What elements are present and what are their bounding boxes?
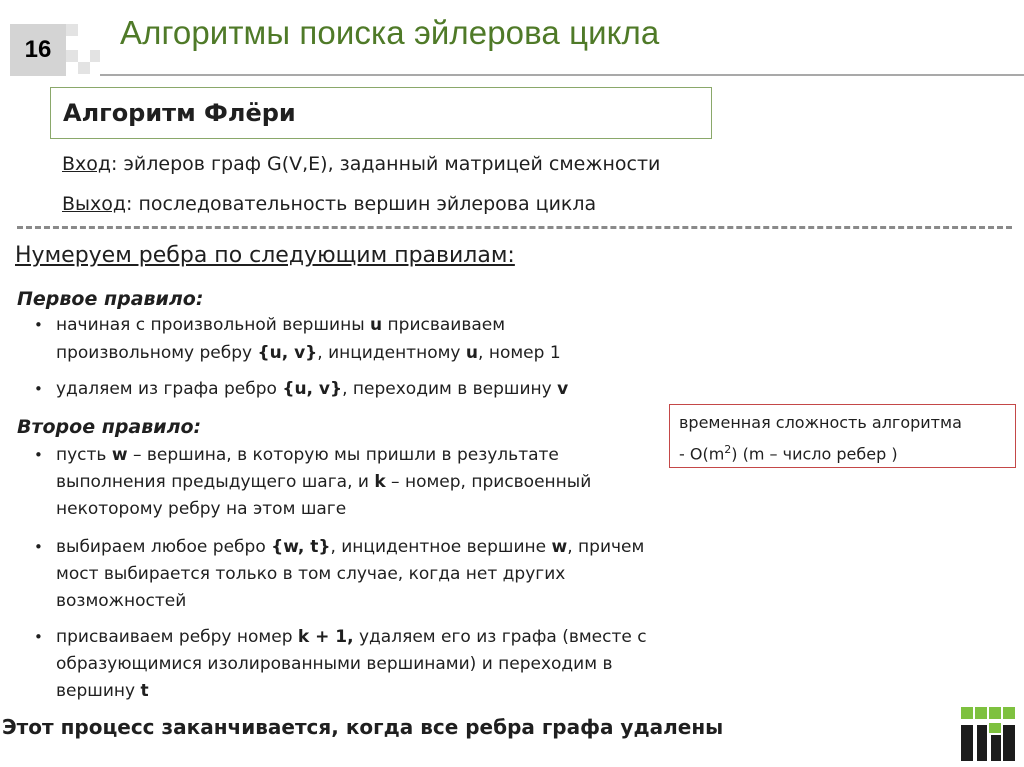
- logo-icon: [959, 705, 1017, 763]
- bullet-icon: •: [34, 380, 43, 398]
- list-item-text: пусть w – вершина, в которую мы пришли в результате: [56, 445, 559, 465]
- list-item-text: удаляем из графа ребро {u, v}, переходим в вершину v: [56, 379, 569, 399]
- slide-number: 16: [10, 24, 66, 76]
- algorithm-name: Алгоритм Флёри: [63, 99, 296, 127]
- list-item-text: выбираем любое ребро {w, t}, инцидентное вершине w, причем: [56, 537, 645, 557]
- bullet-icon: •: [34, 316, 43, 334]
- complexity-line-1: временная сложность алгоритма: [679, 413, 962, 432]
- list-item-text: начиная с произвольной вершины u присваиваем: [56, 315, 506, 335]
- complexity-line-2: - $O(m^2)$ (m – число ребер ): [679, 443, 898, 464]
- first-rule-title: Первое правило:: [17, 288, 204, 310]
- list-item-text: возможностей: [56, 591, 187, 611]
- list-item-text: присваиваем ребру номер k + 1, удаляем его из графа (вместе с: [56, 627, 647, 647]
- list-item-text: выполнения предыдущего шага, и k – номер, присвоенный: [56, 472, 592, 492]
- decor-square: [90, 50, 100, 62]
- decor-square: [78, 62, 90, 74]
- list-item-text: произвольному ребру {u, v}, инцидентному u, номер 1: [56, 343, 561, 363]
- decor-square: [66, 24, 78, 36]
- bullet-icon: •: [34, 446, 43, 464]
- algorithm-name-box: [50, 87, 712, 139]
- output-line: [62, 193, 596, 215]
- bullet-icon: •: [34, 538, 43, 556]
- dashed-divider: [17, 226, 1012, 229]
- bullet-icon: •: [34, 628, 43, 646]
- complexity-note: [669, 404, 1016, 468]
- input-text: : эйлеров граф G(V,E), заданный матрицей смежности: [111, 153, 661, 175]
- conclusion-text: Этот процесс заканчивается, когда все ребра графа удалены: [2, 715, 724, 739]
- rules-heading: Нумеруем ребра по следующим правилам:: [15, 243, 515, 268]
- list-item-text: вершину t: [56, 681, 149, 701]
- list-item-text: некоторому ребру на этом шаге: [56, 499, 347, 519]
- output-label: Выход: [62, 193, 127, 215]
- title-divider: [100, 74, 1024, 76]
- list-item-text: образующимися изолированными вершинами) и переходим в: [56, 654, 613, 674]
- input-label: Вход: [62, 153, 112, 175]
- slide-title: Алгоритмы поиска эйлерова цикла: [120, 14, 660, 51]
- second-rule-title: Второе правило:: [17, 416, 202, 438]
- list-item-text: мост выбирается только в том случае, когда нет других: [56, 564, 566, 584]
- input-line: [62, 153, 660, 175]
- output-text: : последовательность вершин эйлерова цикла: [126, 193, 597, 215]
- decor-square: [66, 50, 78, 62]
